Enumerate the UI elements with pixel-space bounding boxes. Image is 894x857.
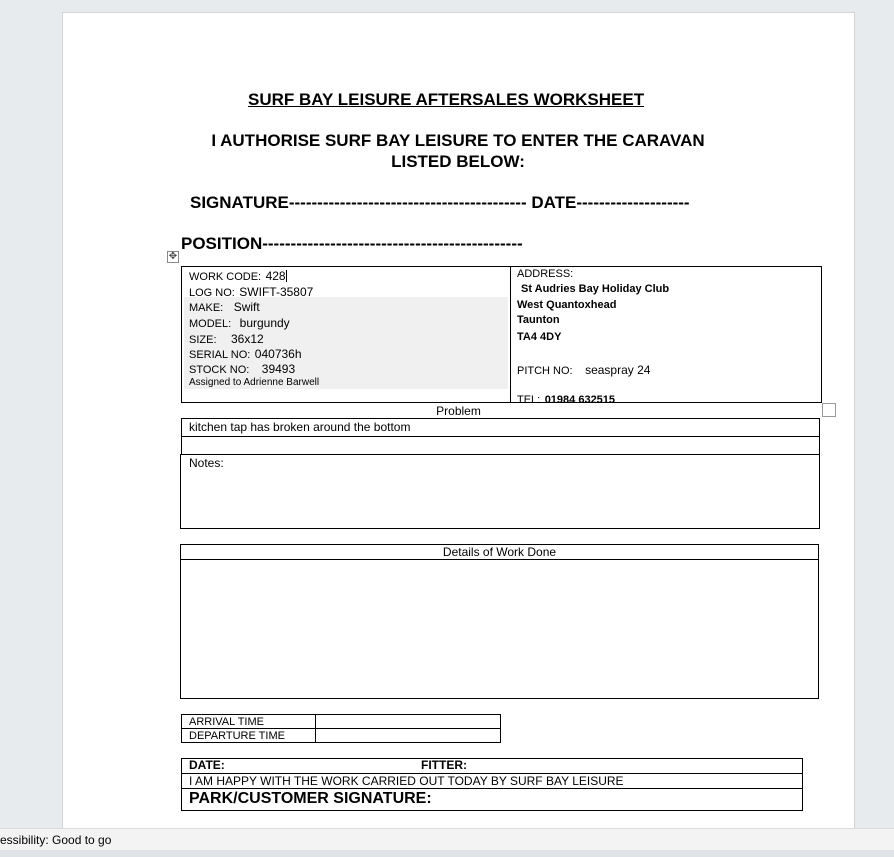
- authorise-line-2: LISTED BELOW:: [391, 152, 525, 171]
- work-code-label: WORK CODE:: [189, 271, 262, 283]
- problem-text[interactable]: kitchen tap has broken around the bottom: [189, 420, 411, 434]
- position-line: POSITION----------------------------------------------: [181, 234, 523, 253]
- window-bottom-strip: [0, 850, 894, 857]
- address-line-2: West Quantoxhead: [517, 299, 617, 311]
- text-cursor: [286, 270, 287, 282]
- log-no-value[interactable]: SWIFT-35807: [239, 285, 314, 299]
- assigned-to: Assigned to Adrienne Barwell: [189, 377, 320, 388]
- worksheet-title: SURF BAY LEISURE AFTERSALES WORKSHEET: [248, 90, 645, 109]
- fitter-label: FITTER:: [421, 758, 467, 772]
- table-resize-handle-icon[interactable]: [822, 403, 836, 417]
- model-value[interactable]: burgundy: [239, 316, 290, 330]
- tel-label: TEL:: [517, 394, 541, 406]
- address-line-3: Taunton: [517, 314, 560, 326]
- customer-signature-label: PARK/CUSTOMER SIGNATURE:: [189, 790, 432, 807]
- log-no-label: LOG NO:: [189, 287, 235, 299]
- pitch-label: PITCH NO:: [517, 365, 573, 377]
- status-bar: [0, 828, 894, 851]
- serial-value[interactable]: 040736h: [254, 347, 302, 361]
- model-label: MODEL:: [189, 318, 232, 330]
- problem-header: Problem: [436, 404, 481, 418]
- notes-box[interactable]: [180, 454, 820, 529]
- arrival-time-label: ARRIVAL TIME: [189, 716, 264, 728]
- notes-label: Notes:: [189, 456, 224, 470]
- make-label: MAKE:: [189, 302, 224, 314]
- size-value[interactable]: 36x12: [230, 332, 264, 346]
- date-label: DATE:: [189, 758, 225, 772]
- pitch-value[interactable]: seaspray 24: [585, 363, 651, 377]
- stock-value[interactable]: 39493: [261, 362, 296, 376]
- departure-time-label: DEPARTURE TIME: [189, 730, 285, 742]
- stock-label: STOCK NO:: [189, 364, 250, 376]
- accessibility-status[interactable]: essibility: Good to go: [0, 833, 112, 847]
- address-label: ADDRESS:: [517, 268, 574, 280]
- serial-label: SERIAL NO:: [189, 349, 251, 361]
- work-done-box[interactable]: [180, 544, 819, 699]
- table-move-handle-icon[interactable]: ✥: [168, 251, 178, 262]
- happy-statement: I AM HAPPY WITH THE WORK CARRIED OUT TODAY BY SURF BAY LEISURE: [189, 774, 624, 788]
- pitch-row: [517, 361, 650, 379]
- address-line-1: St Audries Bay Holiday Club: [521, 283, 670, 295]
- address-line-4: TA4 4DY: [517, 331, 562, 343]
- work-code-value[interactable]: 428: [265, 269, 286, 283]
- tel-value[interactable]: 01984 632515: [544, 394, 616, 406]
- signature-line: SIGNATURE------------------------------------------ DATE--------------------: [190, 193, 690, 212]
- work-done-header: Details of Work Done: [442, 545, 557, 559]
- authorise-line-1: I AUTHORISE SURF BAY LEISURE TO ENTER THE CARAVAN: [211, 131, 705, 150]
- stock-row: [189, 360, 295, 378]
- make-value[interactable]: Swift: [233, 300, 260, 314]
- size-label: SIZE:: [189, 334, 217, 346]
